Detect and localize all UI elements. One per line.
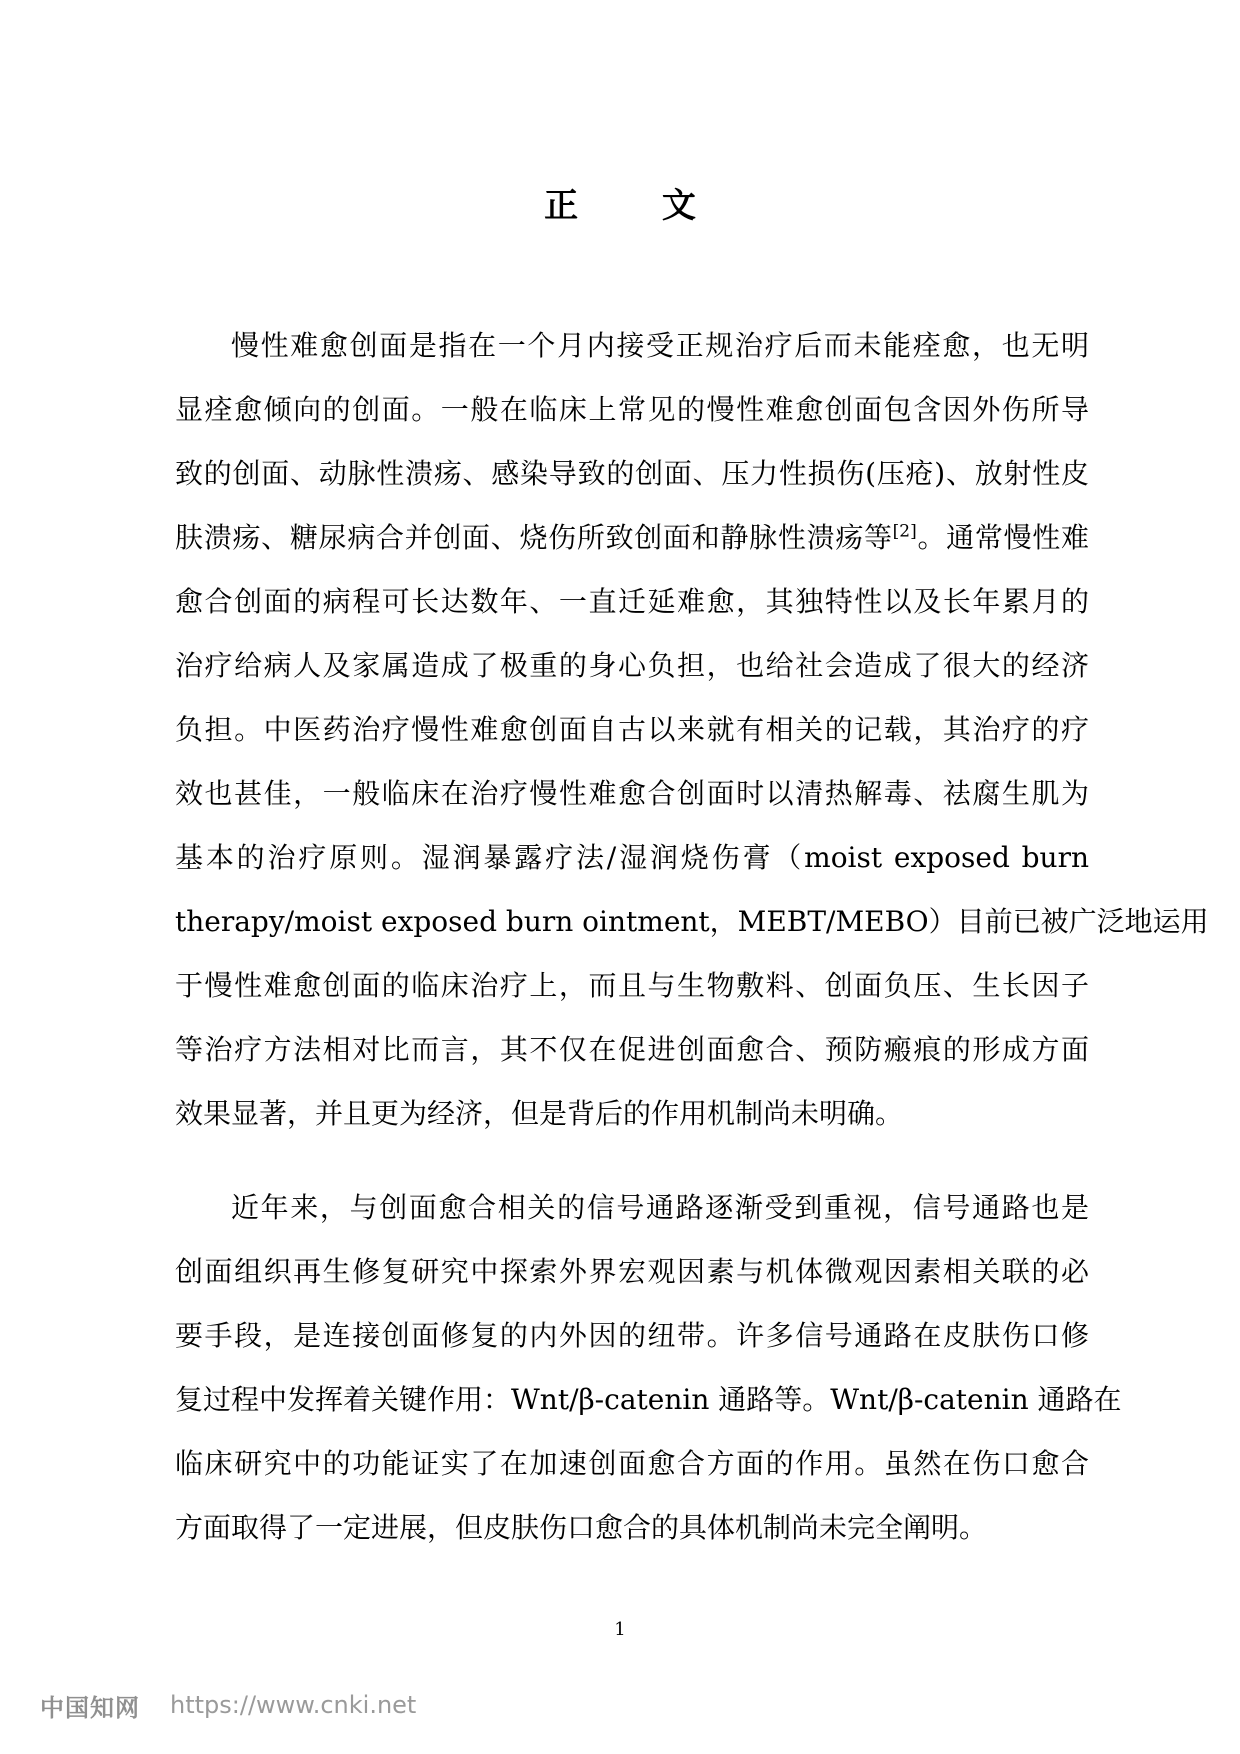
paragraph-line: 慢性难愈创面是指在一个月内接受正规治疗后而未能痊愈，也无明 [231, 329, 1089, 362]
cnki-logo: 中国知网 [40, 1693, 140, 1722]
paragraph-1 [175, 314, 1209, 1146]
paragraph-line: 要手段，是连接创面修复的内外因的纽带。许多信号通路在皮肤伤口修 [175, 1319, 1089, 1352]
paragraph-line: 等治疗方法相对比而言，其不仅在促进创面愈合、预防瘢痕的形成方面 [175, 1033, 1089, 1066]
cnki-watermark [40, 1690, 416, 1720]
paragraph-line: 效也甚佳，一般临床在治疗慢性难愈合创面时以清热解毒、祛腐生肌为 [175, 777, 1089, 810]
cnki-url: https://www.cnki.net [170, 1691, 417, 1719]
citation-suffix-text: 。通常慢性难 [916, 521, 1089, 554]
paragraph-line: 治疗给病人及家属造成了极重的身心负担，也给社会造成了很大的经济 [175, 649, 1089, 682]
paragraph-line: 基本的治疗原则。湿润暴露疗法/湿润烧伤膏（moist exposed burn [175, 841, 1089, 874]
paragraph-line: 近年来，与创面愈合相关的信号通路逐渐受到重视，信号通路也是 [231, 1191, 1089, 1224]
paragraph-line: 临床研究中的功能证实了在加速创面愈合方面的作用。虽然在伤口愈合 [175, 1447, 1089, 1480]
page-number: 1 [614, 1619, 626, 1640]
paragraph-line: 愈合创面的病程可长达数年、一直迁延难愈，其独特性以及长年累月的 [175, 585, 1089, 618]
paragraph-line: 于慢性难愈创面的临床治疗上，而且与生物敷料、创面负压、生长因子 [175, 969, 1089, 1002]
paragraph-line: 致的创面、动脉性溃疡、感染导致的创面、压力性损伤(压疮)、放射性皮 [175, 457, 1089, 490]
citation-ref: [2] [892, 521, 917, 542]
page-title: 正 文 [544, 186, 732, 226]
citation-prefix-text: 肤溃疡、糖尿病合并创面、烧伤所致创面和静脉性溃疡等 [175, 521, 893, 554]
paragraph-line: 复过程中发挥着关键作用：Wnt/β-catenin 通路等。Wnt/β-catenin 通路在 [175, 1383, 1122, 1416]
paragraph-line: 方面取得了一定进展，但皮肤伤口愈合的具体机制尚未完全阐明。 [175, 1511, 988, 1544]
paragraph-line: 负担。中医药治疗慢性难愈创面自古以来就有相关的记载，其治疗的疗 [175, 713, 1089, 746]
paragraph-line: therapy/moist exposed burn ointment，MEBT/MEBO）目前已被广泛地运用 [175, 905, 1209, 938]
paragraph-line-with-citation [175, 506, 1089, 570]
paragraph-line: 显痊愈倾向的创面。一般在临床上常见的慢性难愈创面包含因外伤所导 [175, 393, 1089, 426]
paragraph-2 [175, 1176, 1122, 1560]
paragraph-line: 效果显著，并且更为经济，但是背后的作用机制尚未明确。 [175, 1097, 904, 1130]
paragraph-line: 创面组织再生修复研究中探索外界宏观因素与机体微观因素相关联的必 [175, 1255, 1089, 1288]
